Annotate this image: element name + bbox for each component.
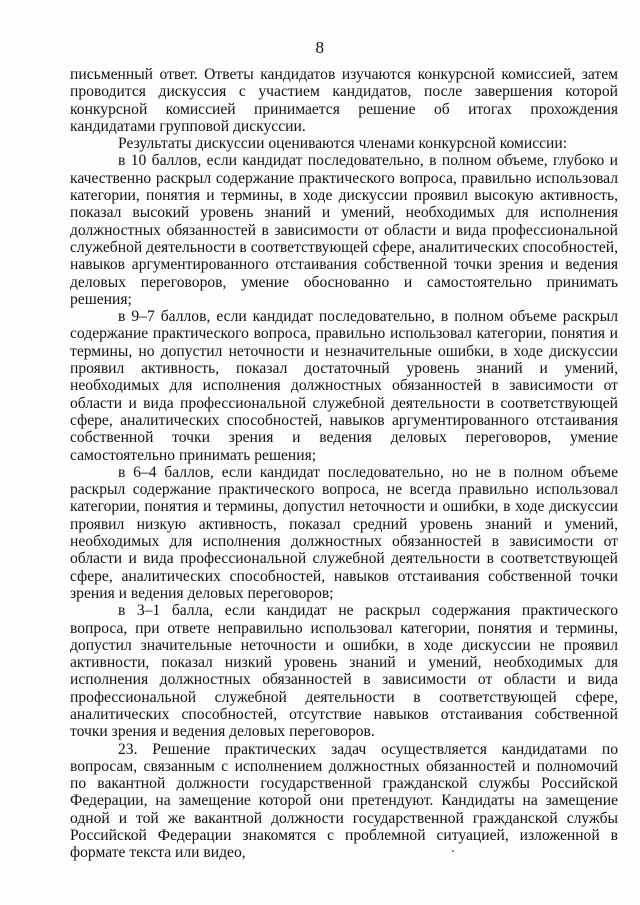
- paragraph-score-9-7: в 9–7 баллов, если кандидат последовательно, в полном объеме раскрыл содержание практического вопроса, правильно использовал категории, понятия и термины, но допустил неточности и незначительные ошибки, в ходе дискуссии проявил активность, показал достаточный уровень знаний и умений, необходимых для исполнения должностных обязанностей в зависимости от области и вида профессиональной служебной деятельности в соответствующей сфере, аналитических способностей, навыков аргументированного отстаивания собственной точки зрения и ведения деловых переговоров, умение самостоятельно принимать решения;: [70, 308, 618, 464]
- paragraph-score-10: в 10 баллов, если кандидат последовательно, в полном объеме, глубоко и качественно раскрыл содержание практического вопроса, правильно использовал категории, понятия и термины, в ходе дискуссии проявил высокую активность, показал высокий уровень знаний и умений, необходимых для исполнения должностных обязанностей в зависимости от области и вида профессиональной служебной деятельности в соответствующей сфере, аналитических способностей, навыков аргументированного отстаивания собственной точки зрения и ведения деловых переговоров, умение обоснованно и самостоятельно принимать решения;: [70, 152, 618, 308]
- paragraph-score-3-1: в 3–1 балла, если кандидат не раскрыл содержания практического вопроса, при ответе неправильно использовал категории, понятия и термины, допустил значительные неточности и ошибки, в ходе дискуссии не проявил активности, показал низкий уровень знаний и умений, необходимых для исполнения должностных обязанностей в зависимости от области и вида профессиональной служебной деятельности в соответствующей сфере, аналитических способностей, отсутствие навыков отстаивания собственной точки зрения и ведения деловых переговоров.: [70, 602, 618, 741]
- scan-speck: [452, 850, 454, 852]
- paragraph-results-intro: Результаты дискуссии оцениваются членами конкурсной комиссии:: [118, 135, 568, 153]
- page-number: 8: [315, 38, 325, 57]
- paragraph-23-practical-tasks: 23. Решение практических задач осуществляется кандидатами по вопросам, связанным с исполнением должностных обязанностей и полномочий по вакантной должности государственной гражданской службы Российской Федерации, на замещение которой они претендуют. Кандидаты на замещение одной и той же вакантной должности государственной гражданской службы Российской Федерации знакомятся с проблемной ситуацией, изложенной в формате текста или видео,: [70, 740, 618, 862]
- document-body: [70, 66, 618, 862]
- paragraph-score-6-4: в 6–4 баллов, если кандидат последовательно, но не в полном объеме раскрыл содержание практического вопроса, не всегда правильно использовал категории, понятия и термины, допустил неточности и ошибки, в ходе дискуссии проявил низкую активность, показал средний уровень знаний и умений, необходимых для исполнения должностных обязанностей в зависимости от области и вида профессиональной служебной деятельности в соответствующей сфере, аналитических способностей, навыков отстаивания собственной точки зрения и ведения деловых переговоров;: [70, 463, 618, 602]
- paragraph-continuation: письменный ответ. Ответы кандидатов изучаются конкурсной комиссией, затем проводится дискуссия с участием кандидатов, после завершения которой конкурсной комиссией принимается решение об итогах прохождения кандидатами групповой дискуссии.: [70, 66, 618, 135]
